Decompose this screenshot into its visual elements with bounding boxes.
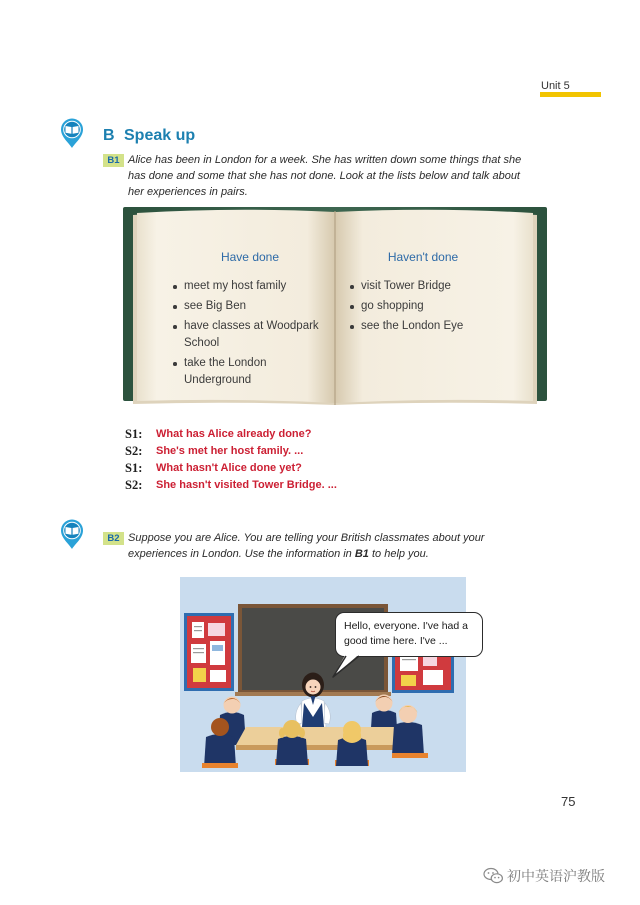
dialogue-speaker: S2: [125,444,143,458]
havent-done-item-text: go shopping [361,300,424,312]
dialogue-line: What hasn't Alice done yet? [156,462,302,474]
b1-badge: B1 [103,154,124,167]
unit-underline-bar [540,92,601,97]
speech-bubble [335,612,483,657]
have-done-item [172,318,324,352]
dialogue-speaker: S2: [125,478,143,492]
have-done-item-text: see Big Ben [184,300,247,312]
bullet-dot [173,362,177,366]
havent-done-item [349,318,501,335]
table-top [236,727,412,745]
have-done-item [172,278,324,295]
dialogue-line: She's met her host family. ... [156,445,304,457]
bullet-dot [173,285,177,289]
b1-reference: B1 [354,548,369,560]
dialogue-speaker: S1: [125,461,143,475]
havent-done-heading: Haven't done [387,250,459,264]
b1-instruction-line-1: Alice has been in London for a week. She has written down some things that she [128,154,522,166]
unit-label: Unit 5 [541,80,570,92]
have-done-heading: Have done [220,250,280,264]
have-done-item [172,298,324,315]
bullet-dot [350,305,354,309]
table-edge [236,745,412,750]
watermark-text: 初中英语沪教版 [507,868,605,884]
section-title: Speak up [124,127,196,144]
have-done-item [172,355,324,389]
b2-instruction-line-1: Suppose you are Alice. You are telling your British classmates about your [128,532,485,544]
bullet-dot [173,325,177,329]
book-pin-icon [59,518,85,550]
dialogue-speaker: S1: [125,427,143,441]
havent-done-item [349,278,501,295]
have-done-list [172,278,324,392]
have-done-item-text: have classes at Woodpark School [184,320,319,349]
left-notice-board [184,613,234,691]
page-number: 75 [561,794,576,809]
b1-instruction-line-3: her experiences in pairs. [128,186,248,198]
speech-bubble-line: Hello, everyone. I've had a [344,620,468,632]
bullet-dot [173,305,177,309]
havent-done-item-text: see the London Eye [361,320,464,332]
have-done-item-text: take the London Underground [184,357,267,386]
dialogue-line: She hasn't visited Tower Bridge. ... [156,479,337,491]
speech-bubble-tail [328,652,364,680]
wechat-icon [483,867,504,885]
havent-done-list [349,278,501,338]
b2-instruction-text: experiences in London. Use the information in [128,548,355,560]
speech-bubble-line: good time here. I've ... [344,635,448,647]
b2-instruction-text: to help you. [368,548,429,560]
b2-instruction-line-2 [128,548,429,561]
b1-instruction-line-2: has done and some that she has not done. Look at the lists below and talk about [128,170,520,182]
bullet-dot [350,325,354,329]
bullet-dot [350,285,354,289]
dialogue-line: What has Alice already done? [156,428,312,440]
classroom-illustration [180,577,466,772]
have-done-item-text: meet my host family [184,280,287,292]
book-pin-icon [59,117,85,149]
section-letter: B [103,127,115,144]
b2-badge: B2 [103,532,124,545]
havent-done-item-text: visit Tower Bridge [361,280,451,292]
havent-done-item [349,298,501,315]
